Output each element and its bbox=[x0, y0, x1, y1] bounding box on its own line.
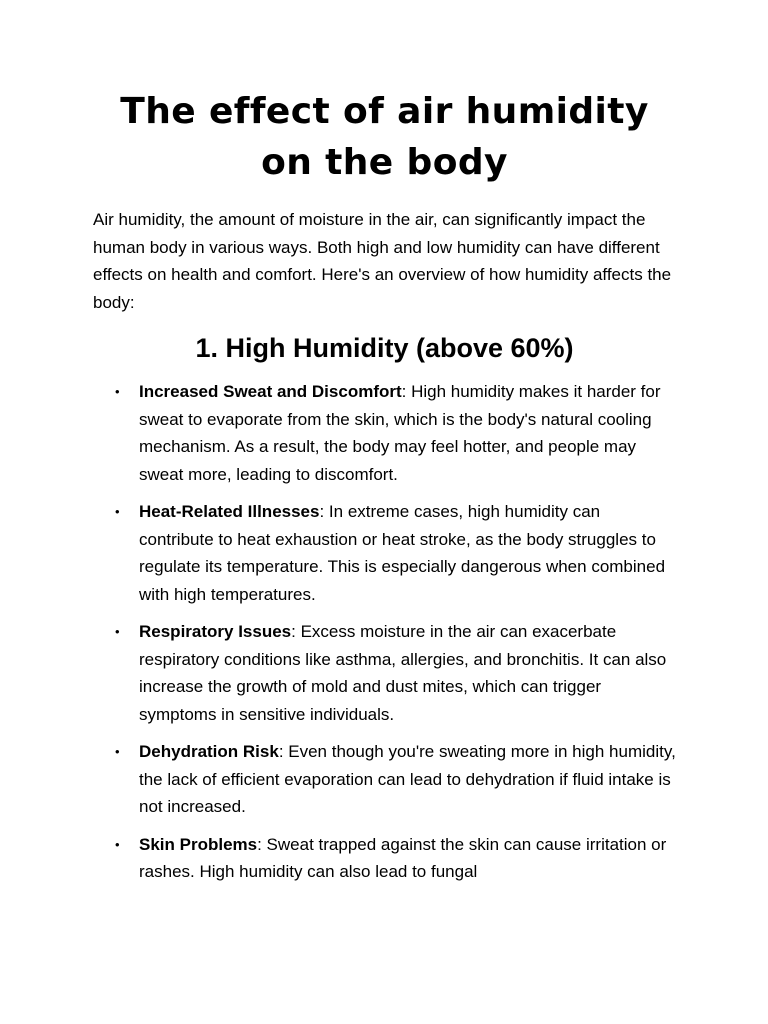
list-item-text: : Sweat trapped against the skin can cause irritation or rashes. High humidity can also lead to fungal bbox=[139, 834, 667, 881]
list-item bbox=[93, 738, 676, 821]
list-item-text: : High humidity makes it harder for sweat to evaporate from the skin, which is the body's natural cooling mechanism. As a result, the body may feel hotter, and people may sweat more, leading to discomfort. bbox=[139, 382, 661, 484]
title-line-1: The effect of air humidity bbox=[120, 91, 649, 132]
list-item bbox=[93, 378, 676, 488]
bullet-icon: • bbox=[115, 504, 120, 519]
list-item bbox=[93, 831, 676, 886]
list-item-text: : In extreme cases, high humidity can contribute to heat exhaustion or heat stroke, as the body struggles to regulate its temperature. This is especially dangerous when combined with high temperatures. bbox=[139, 502, 666, 604]
bullet-icon: • bbox=[115, 624, 120, 639]
list-item-text: : Excess moisture in the air can exacerbate respiratory conditions like asthma, allergies, and bronchitis. It can also increase the growth of mold and dust mites, which can trigger symptoms in sensitive individuals. bbox=[139, 622, 667, 724]
list-item bbox=[93, 618, 676, 728]
list-item-term: Respiratory Issues bbox=[139, 622, 292, 641]
title-line-2: on the body bbox=[261, 142, 508, 183]
effects-list bbox=[93, 378, 676, 886]
section-heading-high-humidity: 1. High Humidity (above 60%) bbox=[195, 333, 574, 363]
document-title bbox=[93, 86, 676, 188]
list-item-term: Skin Problems bbox=[139, 834, 258, 854]
list-item-term: Dehydration Risk bbox=[139, 742, 279, 761]
bullet-icon: • bbox=[115, 836, 120, 852]
bullet-icon: • bbox=[115, 744, 120, 759]
list-item-term: Increased Sweat and Discomfort bbox=[139, 382, 402, 401]
list-item-text: : Even though you're sweating more in high humidity, the lack of efficient evaporation can lead to dehydration if fluid intake is not increased. bbox=[139, 742, 676, 816]
list-item-term: Heat-Related Illnesses bbox=[139, 502, 320, 521]
bullet-icon: • bbox=[115, 384, 120, 399]
list-item bbox=[93, 498, 676, 608]
intro-paragraph: Air humidity, the amount of moisture in the air, can significantly impact the human body in various ways. Both high and low humidity can have different effects on health and comfort. Here's an overview of how humidity affects the body: bbox=[93, 210, 672, 312]
